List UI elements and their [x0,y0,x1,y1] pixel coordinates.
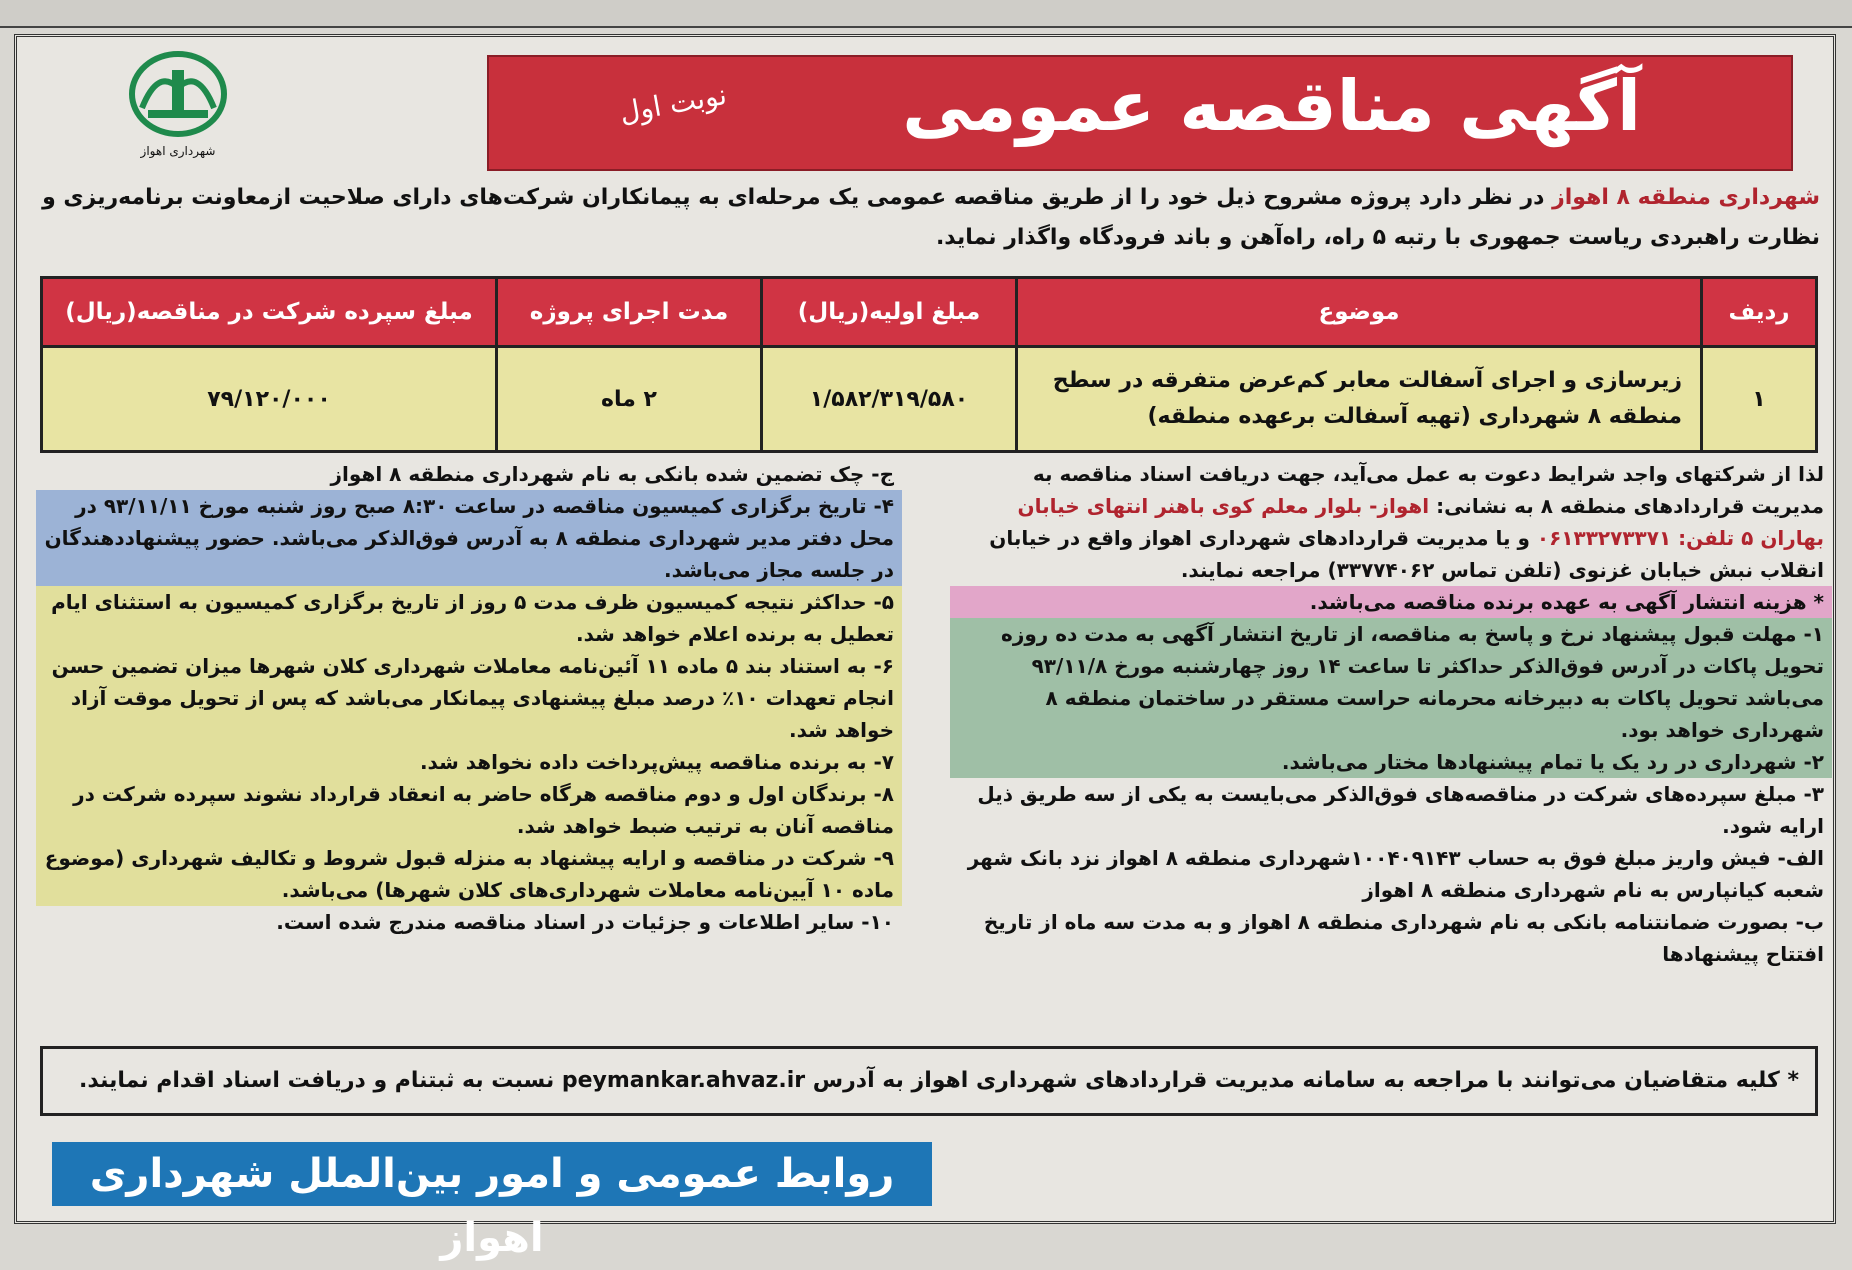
cell-index: ۱ [1702,347,1817,452]
condition-5: ۵- حداکثر نتیجه کمیسیون ظرف مدت ۵ روز از تاریخ برگزاری کمیسیون به استثنای ایام تعطیل به برنده اعلام خواهد شد. [36,586,902,650]
condition-9: ۹- شرکت در مناقصه و ارایه پیشنهاد به منزله قبول شروط و تکالیف شهرداری (موضوع ماده ۱۰ آیین‌نامه معاملات شهرداری‌های کلان شهرها) می‌باشد. [36,842,902,906]
right-column [950,458,1832,970]
invitation-paragraph [950,458,1832,586]
condition-2: ۲- شهرداری در رد یک یا تمام پیشنهادها مختار می‌باشد. [950,746,1832,778]
title-banner [487,55,1793,171]
intro-text: در نظر دارد پروژه مشروح ذیل خود را از طریق مناقصه عمومی یک مرحله‌ای به پیمانکاران شرکت‌های دارای صلاحیت ازمعاونت برنامه‌ریزی و نظارت راهبردی ریاست جمهوری با رتبه ۵ راه، راه‌آهن و باند فرودگاه واگذار نماید. [42,185,1820,250]
condition-3b: ب- بصورت ضمانتنامه بانکی به نام شهرداری منطقه ۸ اهواز و به مدت سه ماه از تاریخ افتتاح پیشنهادها [983,910,1824,966]
condition-3c: ج- چک تضمین شده بانکی به نام شهرداری منطقه ۸ اهواز [330,462,894,486]
municipality-logo [118,48,238,158]
cell-deposit: ۷۹/۱۲۰/۰۰۰ [42,347,497,452]
condition-3: ۳- مبلغ سپرده‌های شرکت در مناقصه‌های فوق‌الذکر می‌بایست به یکی از سه طریق ذیل ارایه شود. [977,782,1824,838]
logo-caption: شهرداری اهواز [140,144,216,158]
invitation-alt-address: و یا مدیریت قراردادهای شهرداری اهواز واقع در خیابان انقلاب نبش خیابان غزنوی (تلفن تماس ۳۳۷۷۴۰۶۲) مراجعه نمایند. [989,526,1824,582]
table-row [42,347,1817,452]
municipality-logo-icon [118,48,238,158]
condition-4: ۴- تاریخ برگزاری کمیسیون مناقصه در ساعت ۸:۳۰ صبح روز شنبه مورخ ۹۳/۱۱/۱۱ در محل دفتر مدیر شهرداری منطقه ۸ به آدرس فوق‌الذکر می‌باشد. حضور پیشنهاددهندگان در جلسه مجاز می‌باشد. [36,490,902,586]
condition-1: ۱- مهلت قبول پیشنهاد نرخ و پاسخ به مناقصه، از تاریخ انتشار آگهی به مدت ده روزه تحویل پاکات در آدرس فوق‌الذکر حداکثر تا ساعت ۱۴ روز چهارشنبه مورخ ۹۳/۱۱/۸ می‌باشد تحویل پاکات به دبیرخانه محرمانه حراست مستقر در ساختمان منطقه ۸ شهرداری خواهد بود. [950,618,1832,746]
notice-title: آگهی مناقصه عمومی [902,65,1641,147]
intro-lead: شهرداری منطقه ۸ اهواز [1552,185,1820,210]
header-initial-amount: مبلغ اولیه(ریال) [762,278,1017,347]
cell-initial-amount: ۱/۵۸۲/۳۱۹/۵۸۰ [762,347,1017,452]
left-column [36,458,902,938]
registration-note: * کلیه متقاضیان می‌توانند با مراجعه به سامانه مدیریت قراردادهای شهرداری اهواز به آدرس peymankar.ahvaz.ir نسبت به ثبتنام و دریافت اسناد اقدام نمایند. [40,1046,1818,1116]
cell-duration: ۲ ماه [497,347,762,452]
invitation-text: لذا از شرکتهای واجد شرایط دعوت به عمل می‌آید، جهت دریافت اسناد مناقصه به مدیریت قراردادهای منطقه ۸ به نشانی: [1032,462,1824,518]
header-index: ردیف [1702,278,1817,347]
condition-10: ۱۰- سایر اطلاعات و جزئیات در اسناد مناقصه مندرج شده است. [276,910,894,934]
header-deposit: مبلغ سپرده شرکت در مناقصه(ریال) [42,278,497,347]
public-relations-banner: روابط عمومی و امور بین‌الملل شهرداری اهواز [52,1142,932,1206]
notice-round: نوبت اول [616,77,730,130]
condition-8: ۸- برندگان اول و دوم مناقصه هرگاه حاضر به انعقاد قرارداد نشوند سپرده شرکت در مناقصه آنان به ترتیب ضبط خواهد شد. [36,778,902,842]
top-strip [0,0,1852,28]
condition-6: ۶- به استناد بند ۵ ماده ۱۱ آئین‌نامه معاملات شهرداری کلان شهرها میزان تضمین حسن انجام تعهدات ۱۰٪ درصد مبلغ پیشنهادی پیمانکار می‌باشد که پس از تحویل موقت آزاد خواهد شد. [36,650,902,746]
condition-3a: الف- فیش واریز مبلغ فوق به حساب ۱۰۰۴۰۹۱۴۳شهرداری منطقه ۸ اهواز نزد بانک شهر شعبه کیانپارس به نام شهرداری منطقه ۸ اهواز [967,846,1824,902]
header-subject: موضوع [1017,278,1702,347]
tender-table [40,276,1818,453]
cell-subject: زیرسازی و اجرای آسفالت معابر کم‌عرض متفرقه در سطح منطقه ۸ شهرداری (تهیه آسفالت برعهده منطقه) [1017,347,1702,452]
intro-paragraph [30,178,1820,258]
invitation-address: اهواز- بلوار معلم کوی باهنر انتهای خیابان بهاران ۵ تلفن: ۰۶۱۳۳۲۷۳۳۷۱ [1017,494,1824,550]
header-duration: مدت اجرای پروژه [497,278,762,347]
ad-cost-note: * هزینه انتشار آگهی به عهده برنده مناقصه می‌باشد. [950,586,1832,618]
table-header-row [42,278,1817,347]
condition-7: ۷- به برنده مناقصه پیش‌پرداخت داده نخواهد شد. [36,746,902,778]
